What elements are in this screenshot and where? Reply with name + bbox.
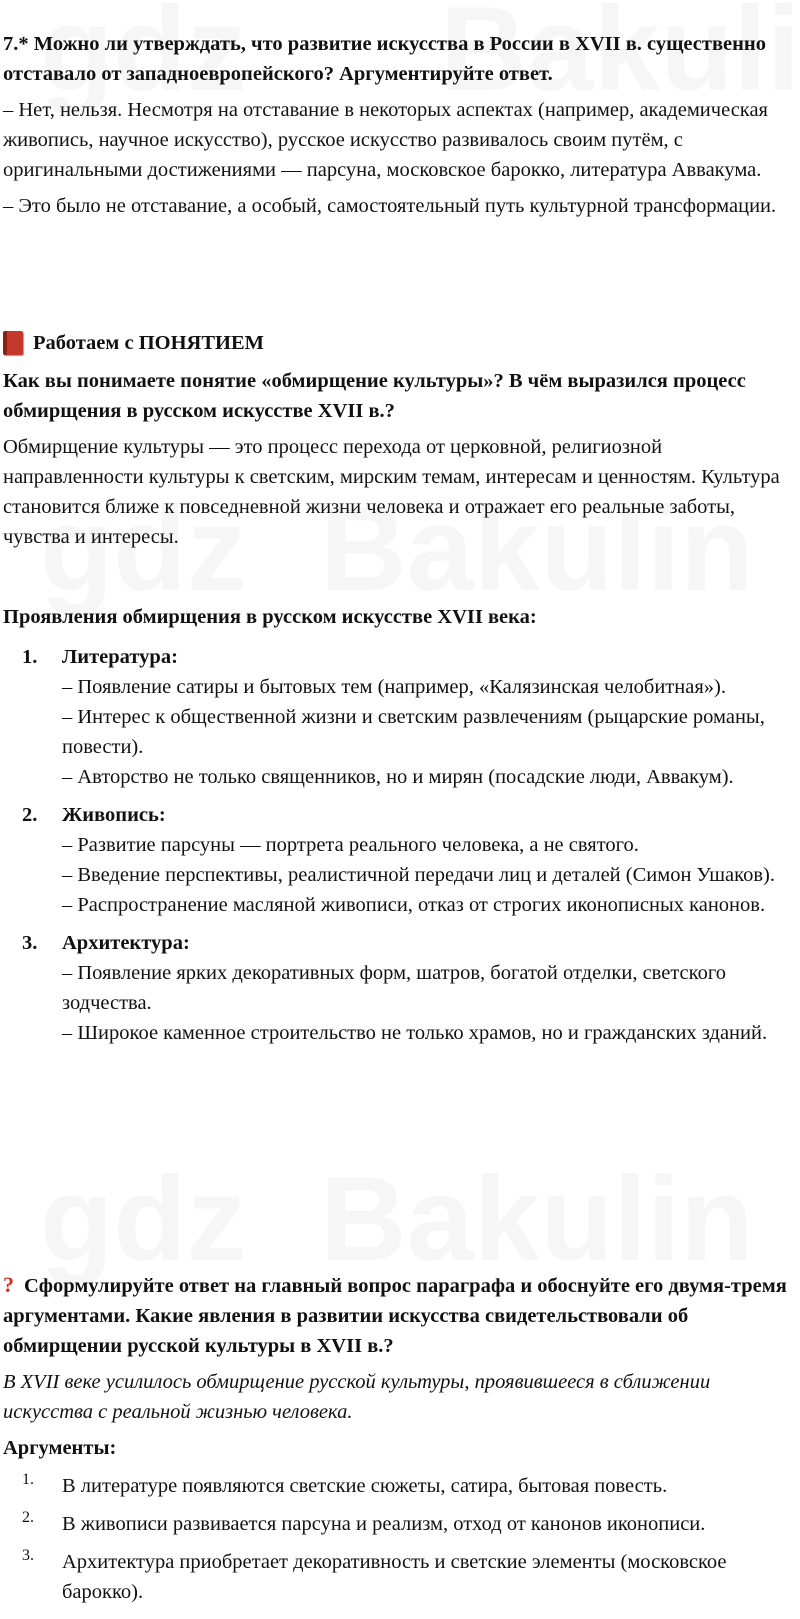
- main-question: [3, 1270, 793, 1361]
- manifestations-section: [3, 602, 793, 1048]
- argument-number: 2.: [22, 1509, 34, 1526]
- concept-heading: Работаем с ПОНЯТИЕМ: [33, 331, 264, 354]
- item-number: 1.: [22, 646, 38, 668]
- main-question-thesis: В XVII веке усилилось обмирщение русской культуры, проявившееся в сближении искусства с реальной жизнью человека.: [3, 1371, 711, 1423]
- item-number: 2.: [22, 804, 38, 826]
- item-point: – Развитие парсуны — портрета реального человека, а не святого.: [62, 834, 639, 856]
- main-question-text: Сформулируйте ответ на главный вопрос параграфа и обоснуйте его двумя-тремя аргументами. Какие явления в развитии искусства свидетельствовали об обмирщении русской культуры в XVII в.?: [3, 1275, 787, 1357]
- manifestations-heading: Проявления обмирщения в русском искусстве XVII века:: [3, 606, 537, 628]
- argument-text: В живописи развивается парсуна и реализм, отход от канонов иконописи.: [62, 1513, 706, 1535]
- concept-definition: Обмирщение культуры — это процесс перехода от церковной, религиозной направленности культуры к светским, мирским темам, интересам и ценностям. Культура становится ближе к повседневной жизни человека и отражает его реальные заботы, чувства и интересы.: [3, 436, 780, 548]
- argument-number: 1.: [22, 1471, 34, 1488]
- item-number: 3.: [22, 932, 38, 954]
- question-7-title: 7.* Можно ли утверждать, что развитие искусства в России в XVII в. существенно отставало от западноевропейского? Аргументируйте ответ.: [3, 33, 766, 85]
- question-7-answer-2: – Это было не отставание, а особый, самостоятельный путь культурной трансформации.: [3, 195, 777, 217]
- argument-item: [3, 1547, 793, 1607]
- argument-text: В литературе появляются светские сюжеты, сатира, бытовая повесть.: [62, 1475, 668, 1497]
- item-title: Архитектура:: [62, 932, 190, 954]
- item-point: – Введение перспективы, реалистичной передачи лиц и деталей (Симон Ушаков).: [62, 864, 775, 886]
- manifestation-item: [3, 800, 793, 920]
- watermark: [320, 1150, 753, 1288]
- item-title: Живопись:: [62, 804, 166, 826]
- item-point: – Появление ярких декоративных форм, шатров, богатой отделки, светского зодчества.: [62, 962, 726, 1014]
- item-point: – Интерес к общественной жизни и светским развлечениям (рыцарские романы, повести).: [62, 706, 765, 758]
- argument-item: [3, 1509, 793, 1539]
- watermark: [40, 1150, 247, 1288]
- question-mark-icon: ?: [3, 1272, 14, 1297]
- argument-number: 3.: [22, 1547, 34, 1564]
- main-question-section: [3, 1270, 793, 1607]
- argument-text: Архитектура приобретает декоративность и светские элементы (московское барокко).: [62, 1551, 727, 1603]
- manifestation-item: [3, 642, 793, 792]
- item-point: – Авторство не только священников, но и мирян (посадские люди, Аввакум).: [62, 766, 734, 788]
- item-point: – Появление сатиры и бытовых тем (например, «Калязинская челобитная»).: [62, 676, 726, 698]
- argument-item: [3, 1471, 793, 1501]
- book-icon: [3, 331, 23, 355]
- question-7: [3, 29, 793, 221]
- item-title: Литература:: [62, 646, 178, 668]
- item-point: – Широкое каменное строительство не только храмов, но и гражданских зданий.: [62, 1022, 768, 1044]
- question-7-answer-1: – Нет, нельзя. Несмотря на отставание в некоторых аспектах (например, академическая живопись, научное искусство), русское искусство развивалось своим путём, с оригинальными достижениями — парсуна, московское барокко, литература Аввакума.: [3, 99, 768, 181]
- manifestation-item: [3, 928, 793, 1048]
- item-point: – Распространение масляной живописи, отказ от строгих иконописных канонов.: [62, 894, 766, 916]
- arguments-heading: Аргументы:: [3, 1437, 117, 1459]
- concept-section: [3, 328, 793, 552]
- concept-question: Как вы понимаете понятие «обмирщение культуры»? В чём выразился процесс обмирщения в русском искусстве XVII в.?: [3, 370, 746, 422]
